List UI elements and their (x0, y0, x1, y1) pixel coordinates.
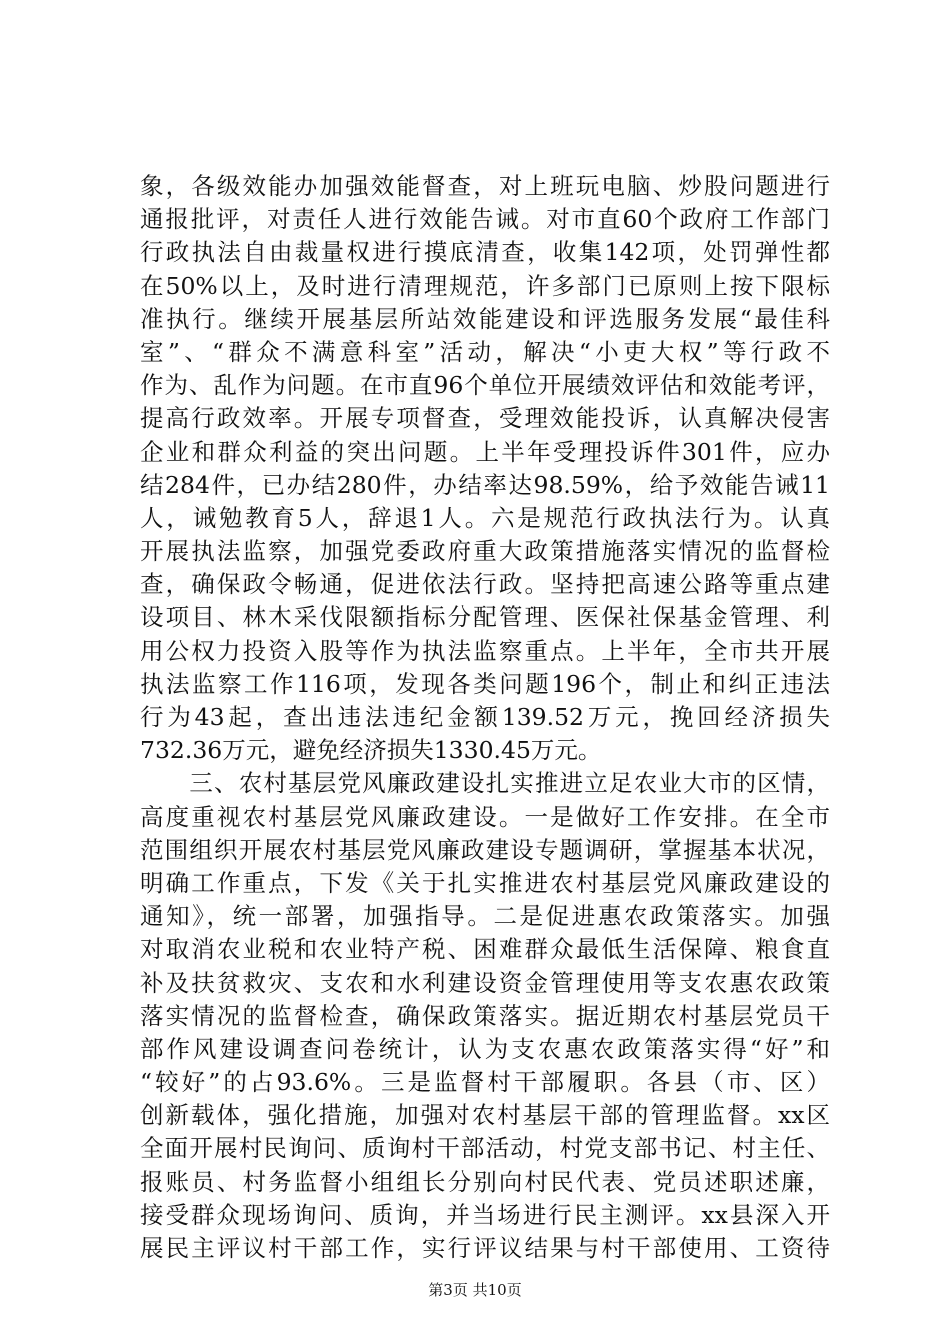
text-line: 对取消农业税和农业特产税、困难群众最低生活保障、粮食直 (140, 935, 830, 964)
text-line: 企业和群众利益的突出问题。上半年受理投诉件301件，应办 (140, 437, 830, 466)
text-line: 用公权力投资入股等作为执法监察重点。上半年，全市共开展 (140, 636, 830, 665)
text-line: 范围组织开展农村基层党风廉政建设专题调研，掌握基本状况， (140, 835, 830, 864)
page-number: 第3页 共10页 (428, 1281, 522, 1299)
text-line: 提高行政效率。开展专项督查，受理效能投诉，认真解决侵害 (140, 404, 830, 433)
text-line: 通知》，统一部署，加强指导。二是促进惠农政策落实。加强 (140, 902, 830, 931)
text-line: 象，各级效能办加强效能督查，对上班玩电脑、炒股问题进行 (140, 172, 830, 200)
text-line: 行政执法自由裁量权进行摸底清查，收集142项，处罚弹性都 (140, 238, 830, 267)
text-line: 通报批评，对责任人进行效能告诫。对市直60个政府工作部门 (140, 205, 830, 234)
text-line: 执法监察工作116项，发现各类问题196个，制止和纠正违法 (140, 669, 830, 698)
text-line: 室”、“群众不满意科室”活动，解决“小吏大权”等行政不 (140, 337, 830, 366)
body-text (140, 170, 830, 1265)
page-footer (0, 1280, 950, 1300)
text-line: 落实情况的监督检查，确保政策落实。据近期农村基层党员干 (140, 1001, 830, 1030)
text-line: 展民主评议村干部工作，实行评议结果与村干部使用、工资待 (140, 1234, 830, 1262)
text-line: “较好”的占93.6%。三是监督村干部履职。各县（市、区） (140, 1068, 830, 1097)
text-line: 设项目、林木采伐限额指标分配管理、医保社保基金管理、利 (140, 603, 830, 632)
text-line: 开展执法监察，加强党委政府重大政策措施落实情况的监督检 (140, 537, 830, 566)
text-line: 732.36万元，避免经济损失1330.45万元。 (140, 736, 602, 765)
text-line: 作为、乱作为问题。在市直96个单位开展绩效评估和效能考评， (140, 371, 830, 400)
text-line: 结284件，已办结280件，办结率达98.59%，给予效能告诫11 (140, 470, 830, 499)
text-line: 查，确保政令畅通，促进依法行政。坚持把高速公路等重点建 (140, 570, 830, 599)
text-line: 三、农村基层党风廉政建设扎实推进立足农业大市的区情， (140, 769, 830, 798)
text-line: 人，诫勉教育5人，辞退1人。六是规范行政执法行为。认真 (140, 503, 830, 532)
text-line: 补及扶贫救灾、支农和水利建设资金管理使用等支农惠农政策 (140, 968, 830, 997)
text-line: 高度重视农村基层党风廉政建设。一是做好工作安排。在全市 (140, 802, 830, 831)
text-line: 明确工作重点，下发《关于扎实推进农村基层党风廉政建设的 (140, 868, 830, 897)
text-line: 接受群众现场询问、质询，并当场进行民主测评。xx县深入开 (140, 1200, 830, 1229)
text-line: 全面开展村民询问、质询村干部活动，村党支部书记、村主任、 (140, 1134, 830, 1163)
text-line: 报账员、村务监督小组组长分别向村民代表、党员述职述廉， (140, 1167, 830, 1196)
text-line: 创新载体，强化措施，加强对农村基层干部的管理监督。xx区 (140, 1101, 830, 1130)
text-line: 行为43起，查出违法违纪金额139.52万元，挽回经济损失 (140, 703, 830, 731)
text-line: 部作风建设调查问卷统计，认为支农惠农政策落实得“好”和 (140, 1034, 830, 1063)
text-line: 在50%以上，及时进行清理规范，许多部门已原则上按下限标 (140, 271, 830, 300)
text-line: 准执行。继续开展基层所站效能建设和评选服务发展“最佳科 (140, 304, 830, 333)
